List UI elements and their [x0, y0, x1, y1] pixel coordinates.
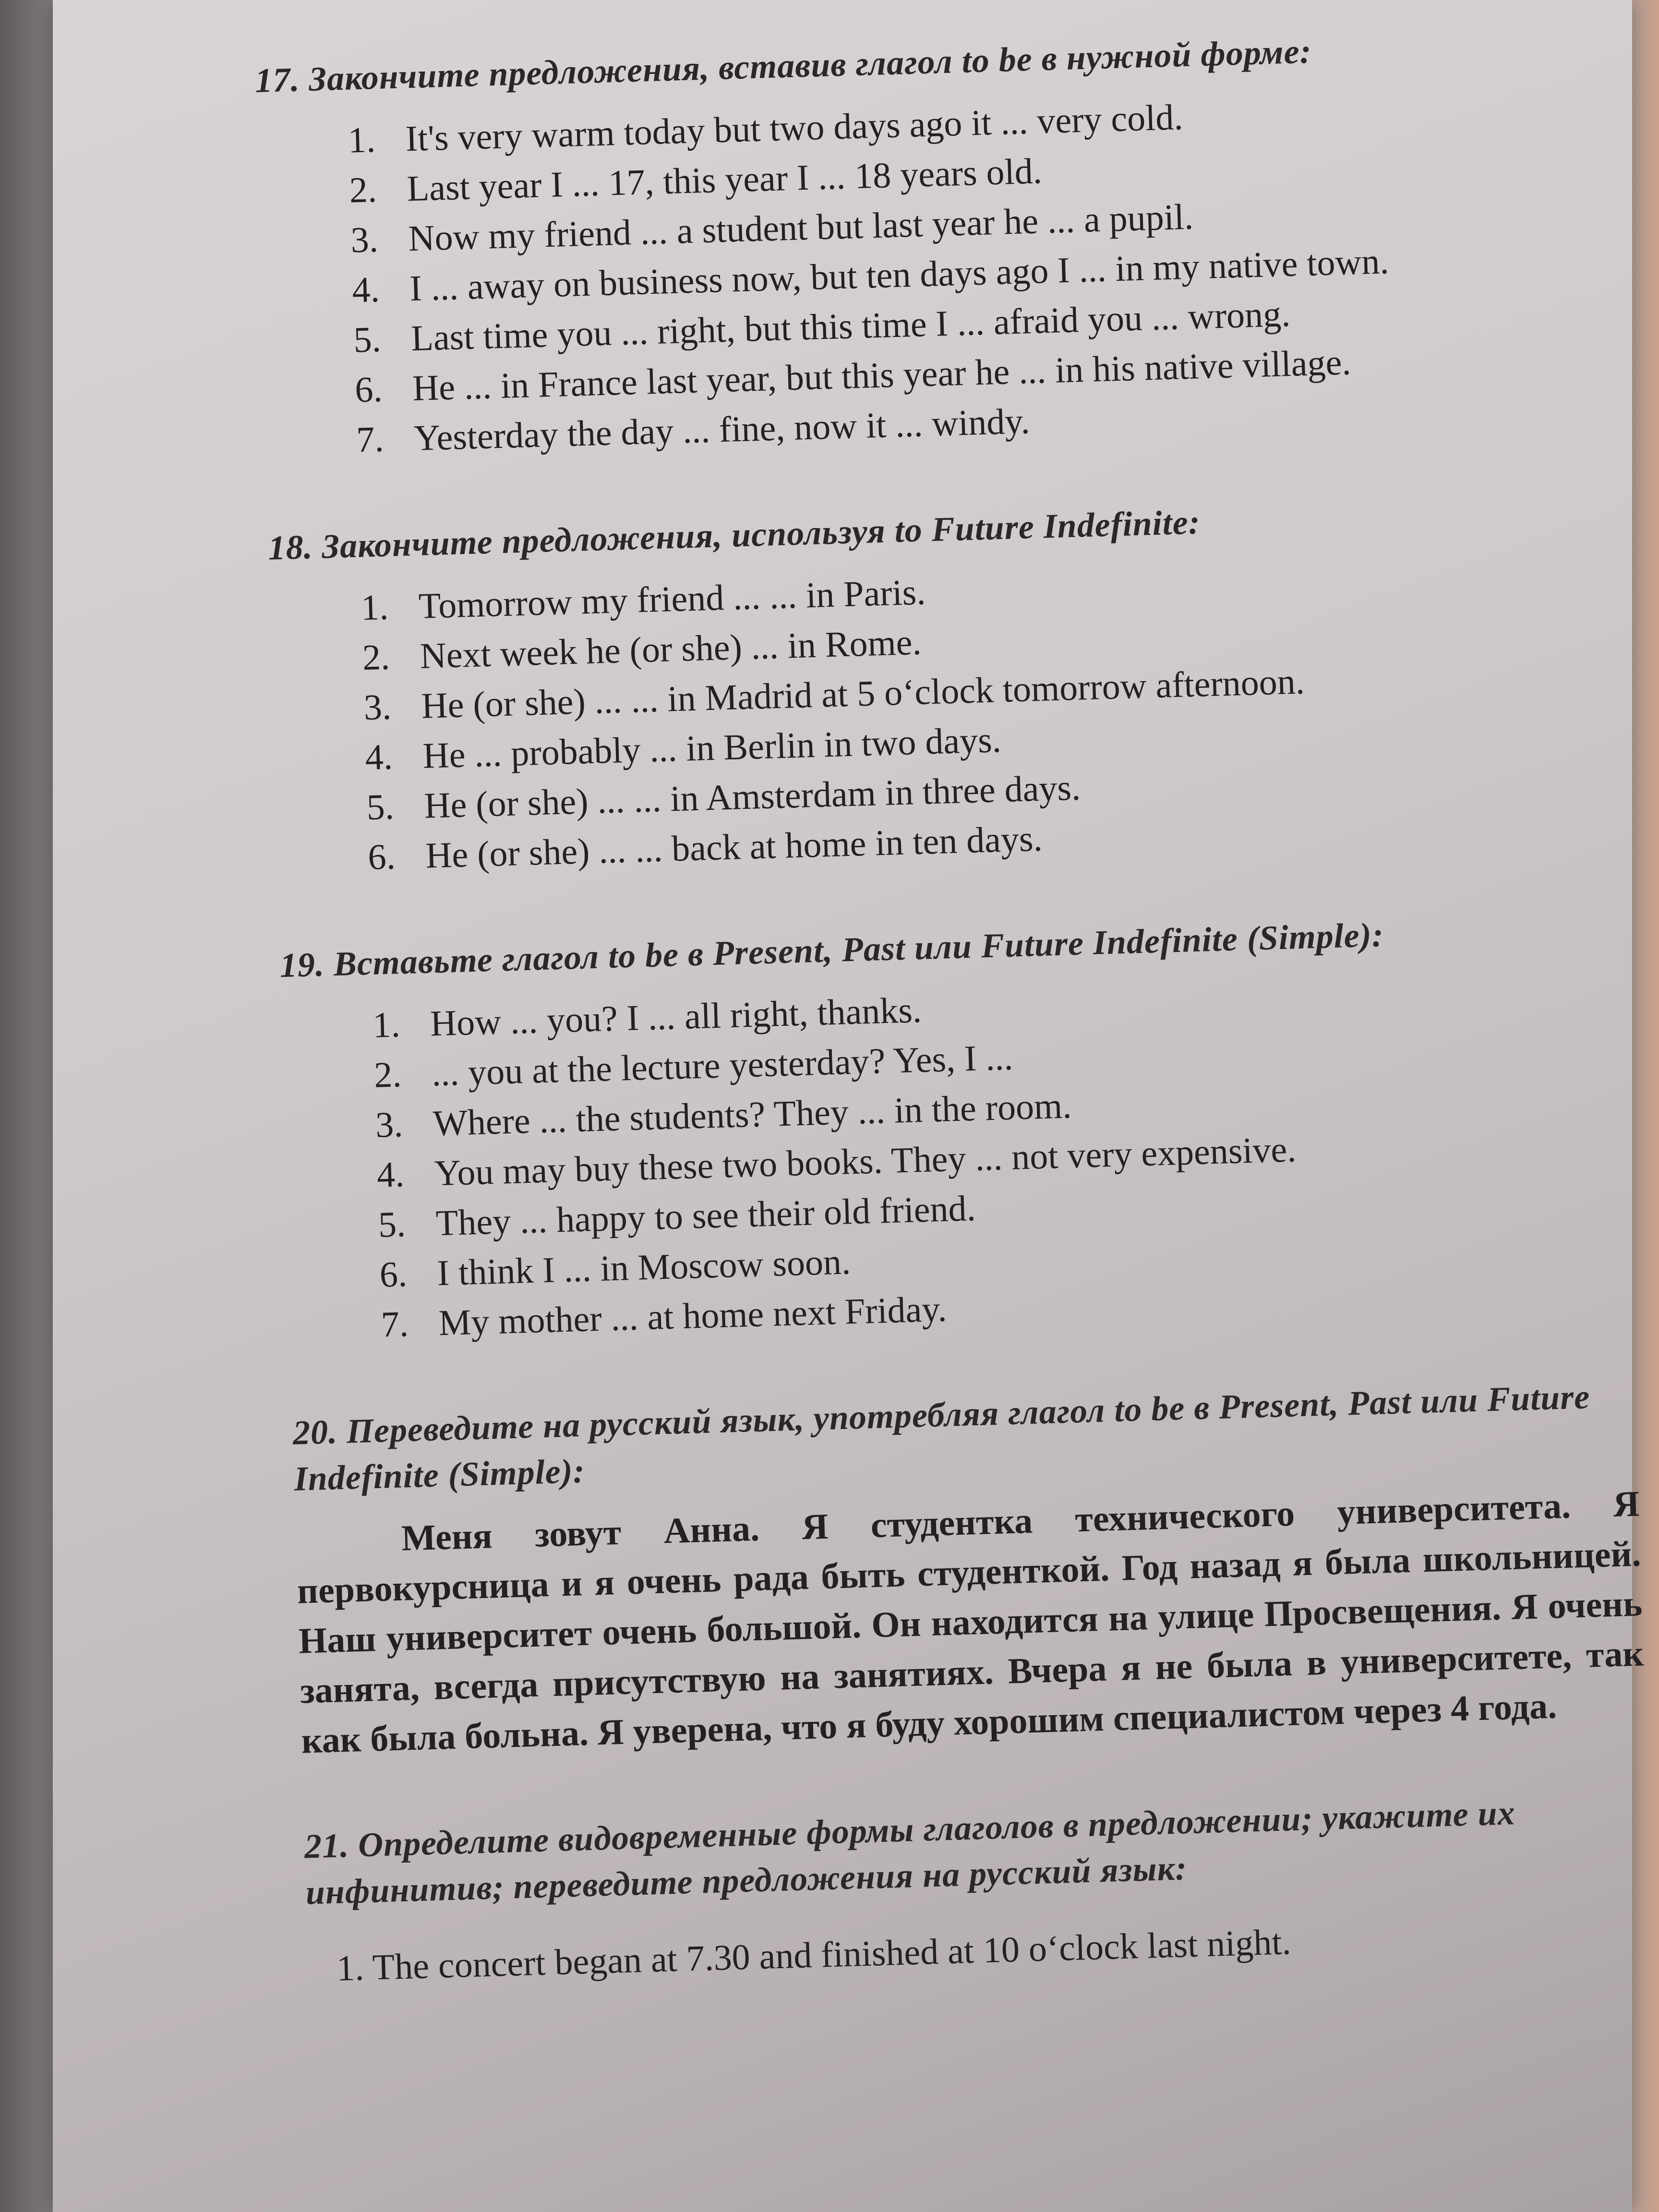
item-number: 2.: [373, 1054, 402, 1095]
item-number: 1.: [347, 120, 376, 161]
item-number: 4.: [364, 736, 393, 778]
item-number: 3.: [350, 219, 379, 261]
item-text: It's very warm today but two days ago it ... very cold.: [405, 97, 1184, 159]
item-text: Last time you ... right, but this time I ... afraid you ... wrong.: [410, 293, 1291, 359]
item-text: ... you at the lecture yesterday? Yes, I ...: [431, 1037, 1014, 1094]
item-text: Where ... the students? They ... in the room.: [432, 1085, 1072, 1144]
item-text: He ... probably ... in Berlin in two days.: [422, 720, 1002, 776]
exercise-18: [267, 487, 1621, 885]
exercise-list: [256, 81, 1610, 468]
item-number: 6.: [367, 836, 396, 878]
item-text: They ... happy to see their old friend.: [435, 1188, 976, 1244]
page-content: [254, 20, 1654, 2052]
item-number: 5.: [377, 1204, 407, 1245]
exercise-heading: 18. Закончите предложения, используя to Future Indefinite:: [267, 503, 1201, 567]
item-text: Next week he (or she) ... in Rome.: [419, 622, 922, 676]
item-number: 6.: [354, 369, 383, 410]
translation-paragraph: Меня зовут Анна. Я студентка технического университета. Я первокурсница и я очень рада быть студенткой. Год назад я была школьницей. Наш университет очень большой. Он находится на улице Просвещения. Я очень занята, всегда присутствую на занятиях. Вчера я не была в университете, так как была больна. Я уверена, что я буду хорошим специалистом через 4 года.: [297, 1483, 1645, 1761]
item-text: He (or she) ... ... in Madrid at 5 o‘clock tomorrow afternoon.: [421, 661, 1305, 726]
item-number: 6.: [379, 1254, 408, 1295]
item-text: Tomorrow my friend ... ... in Paris.: [418, 572, 926, 626]
item-number: 3.: [363, 686, 392, 728]
item-number: 2.: [349, 169, 377, 211]
item-text: How ... you? I ... all right, thanks.: [430, 989, 922, 1044]
item-number: 3.: [375, 1104, 404, 1145]
exercise-item: 1. The concert began at 7.30 and finished at 10 o‘clock last night.: [336, 1922, 1292, 1989]
item-text: Last year I ... 17, this year I ... 18 years old.: [406, 151, 1043, 209]
item-number: 4.: [351, 269, 380, 311]
exercise-19: [279, 905, 1634, 1352]
item-number: 5.: [353, 319, 382, 361]
item-text: I ... away on business now, but ten days ago I ... in my native town.: [409, 241, 1390, 309]
item-text: I think I ... in Moscow soon.: [436, 1241, 852, 1294]
item-number: 7.: [356, 419, 385, 460]
item-text: He (or she) ... ... back at home in ten days.: [425, 818, 1043, 876]
exercise-list: [269, 548, 1621, 885]
item-text: He (or she) ... ... in Amsterdam in three days.: [423, 767, 1081, 826]
exercise-20: [292, 1372, 1646, 1766]
exercise-heading: 20. Переведите на русский язык, употребляя глагол to be в Present, Past или Future Indefinite (Simple):: [292, 1377, 1591, 1498]
item-number: 1.: [360, 587, 389, 628]
background-left: [0, 0, 58, 2212]
exercise-heading: 21. Определите видовременные формы глаголов в предложении; укажите их инфинитив; переведите предложения на русский язык:: [303, 1793, 1516, 1912]
item-text: My mother ... at home next Friday.: [438, 1288, 948, 1344]
exercise-heading: 17. Закончите предложения, вставив глагол to be в нужной форме:: [254, 32, 1312, 100]
item-text: He ... in France last year, but this year he ... in his native village.: [412, 342, 1352, 409]
item-number: 2.: [361, 637, 391, 678]
item-number: 7.: [380, 1304, 409, 1345]
item-text: Now my friend ... a student but last year he ... a pupil.: [408, 196, 1194, 259]
item-text: Yesterday the day ... fine, now it ... windy.: [413, 401, 1031, 459]
exercise-list: [281, 965, 1634, 1352]
item-number: 5.: [366, 786, 395, 828]
item-number: 1.: [372, 1004, 401, 1046]
item-number: 4.: [376, 1154, 405, 1195]
exercise-21: [304, 1786, 1652, 1994]
book-page: [53, 0, 1645, 2212]
item-text: You may buy these two books. They ... not very expensive.: [433, 1129, 1297, 1194]
exercise-17: [254, 20, 1610, 468]
exercise-heading: 19. Вставьте глагол to be в Present, Past или Future Indefinite (Simple):: [279, 915, 1384, 985]
